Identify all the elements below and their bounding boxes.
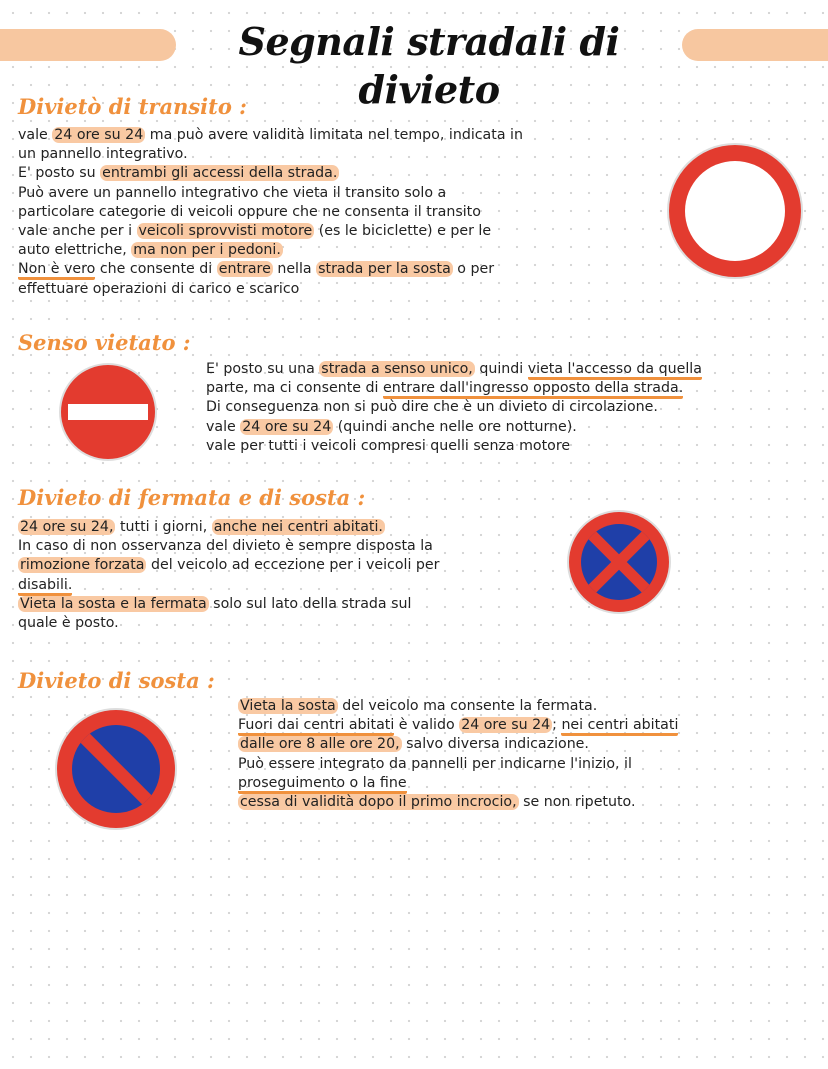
text-divieto-sosta: Vieta la sosta del veicolo ma consente la fermata. Fuori dai centri abitati è valido 24 ore su 24 ; nei centri abitati dalle ore 8 alle ore 20, salvo diversa indicazione. Può essere integrato da pannelli per indicarne l'inizio, il proseguimento o la fine cessa di validità dopo il primo incrocio, se non ripetuto. <box>238 698 679 811</box>
heading-divieto-sosta: Divieto di sosta : <box>18 668 215 693</box>
no-stopping-sign-icon <box>566 509 672 615</box>
text-divieto-fermata-sosta: 24 ore su 24, tutti i giorni, anche nei centri abitati. In caso di non osservanza del divieto è sempre disposta la rimozione forzata del veicolo ad eccezione per i veicoli per disabili. Vieta la sosta e la fermata solo sul lato della strada sul quale è posto. <box>18 519 440 632</box>
heading-divieto-transito: Divietò di transito : <box>18 94 247 119</box>
text-senso-vietato: E' posto su una strada a senso unico, quindi vieta l'accesso da quella parte, ma ci consente di entrare dall'ingresso opposto della strada. Di conseguenza non si può dire che è un divieto di circolazione. vale 24 ore su 24 (quindi anche nelle ore notturne). vale per tutti i veicoli compresi quelli senza motore <box>206 361 702 454</box>
no-entry-sign-icon <box>58 362 158 462</box>
page-title: Segnali stradali di divieto <box>238 19 620 112</box>
text-divieto-transito: vale 24 ore su 24 ma può avere validità limitata nel tempo, indicata in un pannello integrativo. E' posto su entrambi gli accessi della strada. Può avere un pannello integrativo che vieta il transito solo a particolare categorie di veicoli oppure che ne consenta il transito vale anche per i veicoli sprovvisti motore (es le biciclette) e per le auto elettriche, ma non per i pedoni. Non è vero che consente di entrare nella strada per la sosta o per effettuare operazioni di carico e scarico <box>18 127 523 297</box>
title-band-right <box>682 29 828 61</box>
heading-senso-vietato: Senso vietato : <box>18 330 191 355</box>
heading-divieto-fermata-sosta: Divieto di fermata e di sosta : <box>18 485 366 510</box>
no-transit-sign-icon <box>666 142 804 280</box>
no-parking-sign-icon <box>54 707 178 831</box>
title-band-left <box>0 29 176 61</box>
